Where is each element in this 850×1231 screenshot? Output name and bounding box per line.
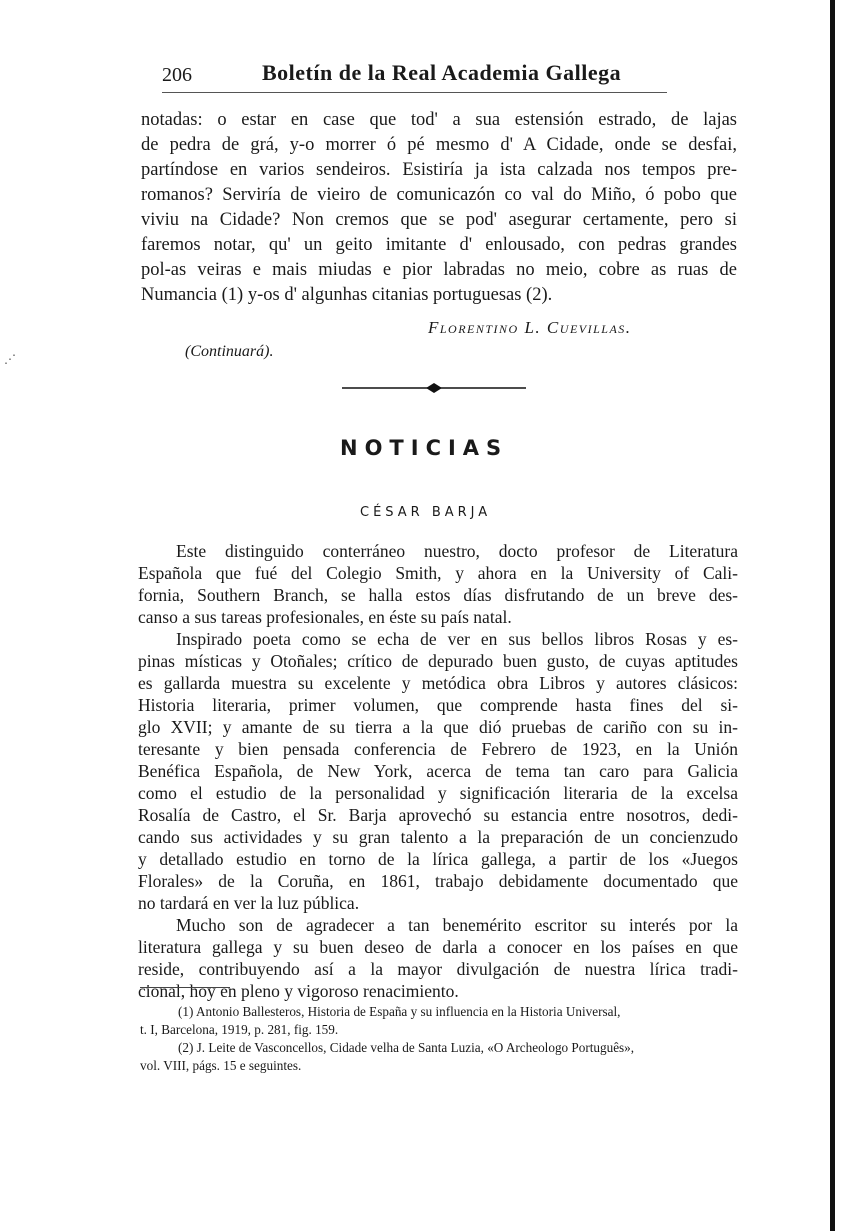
- text-line: fornia, Southern Branch, se halla estos días disfrutando de un breve des-: [138, 585, 738, 605]
- footnote-line: vol. VIII, págs. 15 e seguintes.: [140, 1058, 302, 1073]
- page-number: 206: [162, 64, 192, 86]
- margin-mark: ⋰: [4, 352, 16, 366]
- text-line: Benéfica Española, de New York, acerca de tema tan caro para Galicia: [138, 761, 738, 781]
- text-line: pol-as veiras e mais miudas e pior labradas no meio, cobre as ruas de: [141, 260, 737, 280]
- section-title: NOTICIAS: [340, 436, 509, 460]
- text-line: Florales» de la Coruña, en 1861, trabajo debidamente documentado que: [138, 871, 738, 891]
- text-line: cional, hoy en pleno y vigoroso renacimiento.: [138, 981, 459, 1001]
- journal-title: Boletín de la Real Academia Gallega: [262, 60, 622, 85]
- text-line: romanos? Serviría de vieiro de comunicazón co val do Miño, ó pobo que: [141, 185, 737, 205]
- text-line: faremos notar, qu' un geito imitante d' enlousado, con pedras grandes: [141, 235, 737, 255]
- text-line: Este distinguido conterráneo nuestro, docto profesor de Literatura: [176, 541, 738, 561]
- continued-note: (Continuará).: [185, 343, 274, 360]
- footnote-rule: [140, 987, 230, 988]
- text-line: Mucho son de agradecer a tan benemérito escritor su interés por la: [176, 915, 738, 935]
- continued-paragraph: [141, 108, 737, 308]
- text-line: Rosalía de Castro, el Sr. Barja aprovechó su estancia entre nosotros, dedi-: [138, 805, 738, 825]
- author-signature: Florentino L. Cuevillas.: [428, 318, 632, 337]
- text-line: como el estudio de la personalidad y significación literaria de la excelsa: [138, 783, 738, 803]
- section-divider-ornament: [342, 380, 526, 396]
- text-line: literatura gallega y su buen deseo de darla a conocer en los países en que: [138, 937, 738, 957]
- text-line: partíndose en varios sendeiros. Esistiría ja ista calzada nos tempos pre-: [141, 160, 737, 180]
- text-line: teresante y bien pensada conferencia de Febrero de 1923, en la Unión: [138, 739, 738, 759]
- header-rule: [162, 92, 667, 93]
- text-line: Española que fué del Colegio Smith, y ahora en la University of Cali-: [138, 563, 738, 583]
- footnote-line: (1) Antonio Ballesteros, Historia de España y su influencia en la Historia Universal,: [178, 1004, 621, 1019]
- footnote-line: (2) J. Leite de Vasconcellos, Cidade velha de Santa Luzia, «O Archeologo Português»,: [178, 1040, 635, 1055]
- text-line: pinas místicas y Otoñales; crítico de depurado buen gusto, de cuyas aptitudes: [138, 651, 738, 671]
- running-header: [162, 60, 622, 94]
- text-line: cando sus actividades y su gran talento a la preparación de un concienzudo: [138, 827, 738, 847]
- article-body: [138, 540, 738, 1002]
- text-line: no tardará en ver la luz pública.: [138, 893, 360, 913]
- text-line: reside, contribuyendo así a la mayor divulgación de nuestra lírica tradi-: [138, 959, 738, 979]
- footnotes: [140, 1003, 740, 1075]
- page-edge-shadow: [830, 0, 835, 1231]
- text-line: y detallado estudio en torno de la lírica gallega, a partir de los «Juegos: [138, 849, 738, 869]
- text-line: Numancia (1) y-os d' algunhas citanias portuguesas (2).: [141, 285, 553, 305]
- text-line: notadas: o estar en case que tod' a sua estensión estrado, de lajas: [141, 110, 737, 130]
- article-heading: CÉSAR BARJA: [360, 505, 492, 520]
- text-line: Historia literaria, primer volumen, que comprende hasta fines del si-: [138, 695, 738, 715]
- text-line: canso a sus tareas profesionales, en éste su país natal.: [138, 607, 512, 627]
- text-line: es gallarda muestra su excelente y metódica obra Libros y autores clásicos:: [138, 673, 738, 693]
- text-line: de pedra de grá, y-o morrer ó pé mesmo d' A Cidade, onde se desfai,: [141, 135, 737, 155]
- text-line: glo XVII; y amante de su tierra a la que dió pruebas de cariño con su in-: [138, 717, 738, 737]
- text-line: Inspirado poeta como se echa de ver en sus bellos libros Rosas y es-: [176, 629, 738, 649]
- footnote-line: t. I, Barcelona, 1919, p. 281, fig. 159.: [140, 1022, 339, 1037]
- text-line: viviu na Cidade? Non cremos que se pod' asegurar certamente, pero si: [141, 210, 737, 230]
